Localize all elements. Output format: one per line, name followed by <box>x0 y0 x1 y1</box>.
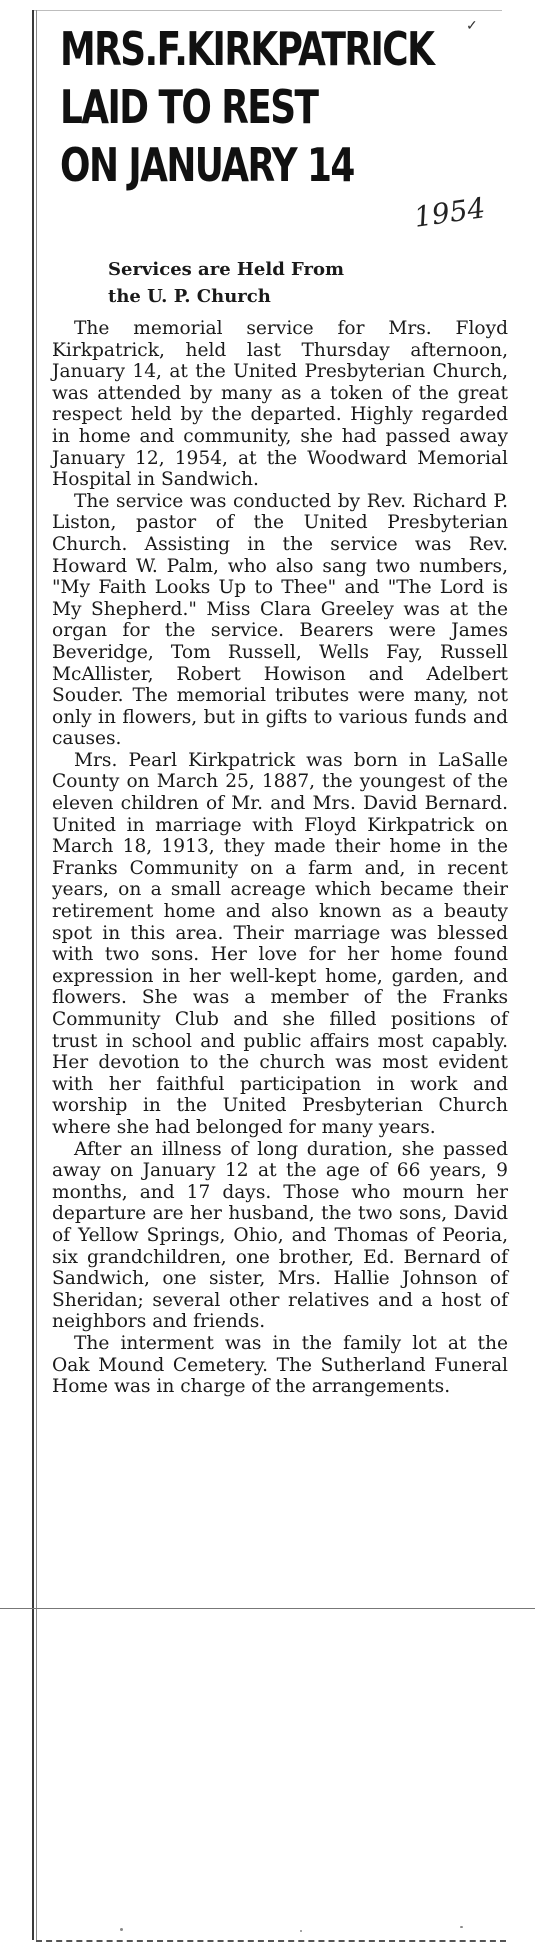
article-body <box>52 318 508 1398</box>
headline-line-2: LAID TO REST <box>60 80 318 134</box>
clipping-top-edge <box>32 10 502 11</box>
paper-speck <box>300 1930 302 1932</box>
clipping-bottom-edge <box>36 1940 506 1942</box>
paragraph-memorial-service: The memorial service for Mrs. Floyd Kirkpatrick, held last Thursday afternoon, January 14, at the United Presbyterian Church, was attended by many as a token of the great respect held by the departed. Highly regarded in home and community, she had passed away January 12, 1954, at the Woodward Memorial Hospital in Sandwich. <box>52 318 508 491</box>
fold-line <box>0 1608 535 1609</box>
headline-line-1: MRS.F.KIRKPATRICK <box>60 22 434 76</box>
paragraph-service-details: The service was conducted by Rev. Richard P. Liston, pastor of the United Presbyterian Church. Assisting in the service was Rev. Howard W. Palm, who also sang two numbers, "My Faith Looks Up to Thee" and "The Lord is My Shepherd." Miss Clara Greeley was at the organ for the service. Bearers were James Beveridge, Tom Russell, Wells Fay, Russell McAllister, Robert Howison and Adelbert Souder. The memorial tributes were many, not only in flowers, but in gifts to various funds and causes. <box>52 490 508 750</box>
paragraph-biography: Mrs. Pearl Kirkpatrick was born in LaSalle County on March 25, 1887, the youngest of the eleven children of Mr. and Mrs. David Bernard. United in marriage with Floyd Kirkpatrick on March 18, 1913, they made their home in the Franks Community on a farm and, in recent years, on a small acreage which became their retirement home and also known as a beauty spot in this area. Their marriage was blessed with two sons. Her love for her home found expression in her well-kept home, garden, and flowers. She was a member of the Franks Community Club and she filled positions of trust in school and public affairs most capably. Her devotion to the church was most evident with her faithful participation in work and worship in the United Presbyterian Church where she had belonged for many years. <box>52 749 508 1138</box>
pen-mark: ✓ <box>466 18 478 34</box>
paragraph-interment: The interment was in the family lot at the Oak Mound Cemetery. The Sutherland Funeral Home was in charge of the arrangements. <box>52 1332 508 1398</box>
subhead-line-1: Services are Held From <box>108 259 345 280</box>
paper-speck <box>120 1928 123 1931</box>
headline-line-3: ON JANUARY 14 <box>60 138 354 192</box>
subheadline <box>108 256 488 310</box>
paragraph-survivors: After an illness of long duration, she passed away on January 12 at the age of 66 years, 9 months, and 17 days. Those who mourn her departure are her husband, the two sons, David of Yellow Springs, Ohio, and Thomas of Peoria, six grandchildren, one brother, Ed. Bernard of Sandwich, one sister, Mrs. Hallie Johnson of Sheridan; several other relatives and a host of neighbors and friends. <box>52 1138 508 1333</box>
paper-speck <box>460 1926 463 1928</box>
column-rule <box>32 10 34 1940</box>
headline <box>60 20 434 194</box>
subhead-line-2: the U. P. Church <box>108 286 271 307</box>
column-rule-inner <box>36 10 37 1940</box>
handwritten-year: 1954 <box>412 191 488 234</box>
